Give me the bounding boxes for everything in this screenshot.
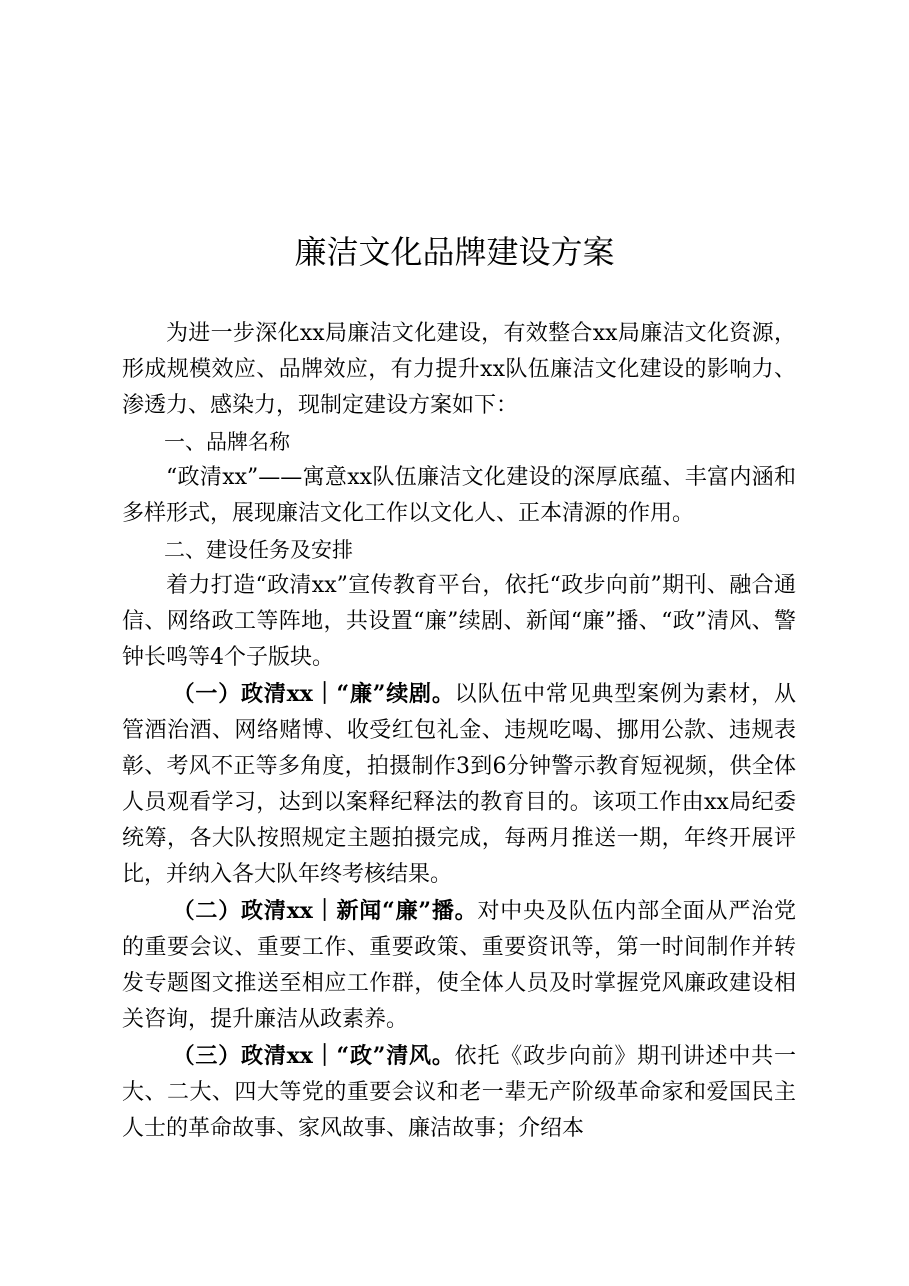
task-item-lead: （三）政清xx｜“政”清风。 [172,1043,455,1069]
task-item-text: 对中央及队伍内部全面从严治党的重要会议、重要工作、重要政策、重要资讯等，第一时间制作并转发专题图文推送至相应工作群，使全体人员及时掌握党风廉政建设相关咨询，提升廉洁从政素养。 [122,899,796,1032]
task-item-text: 以队伍中常见典型案例为素材，从管酒治酒、网络赌博、收受红包礼金、违规吃喝、挪用公款、违规表彰、考风不正等多角度，拍摄制作3到6分钟警示教育短视频，供全体人员观看学习，达到以案释纪释法的教育目的。该项工作由xx局纪委统筹，各大队按照规定主题拍摄完成，每两月推送一期，年终开展评比，并纳入各大队年终考核结果。 [122,682,796,887]
task-item-paragraph [122,1038,796,1147]
document-title: 廉洁文化品牌建设方案 [294,233,615,271]
intro-paragraph: 为进一步深化xx局廉洁文化建设，有效整合xx局廉洁文化资源，形成规模效应、品牌效应，有力提升xx队伍廉洁文化建设的影响力、渗透力、感染力，现制定建设方案如下： [122,321,796,418]
section-heading-brand-name: 一、品牌名称 [164,430,290,454]
task-item-lead: （二）政清xx｜新闻“廉”播。 [172,898,478,924]
document-body [122,316,796,1147]
tasks-intro-paragraph: 着力打造“政清xx”宣传教育平台，依托“政步向前”期刊、融合通信、网络政工等阵地，共设置“廉”续剧、新闻“廉”播、“政”清风、警钟长鸣等4个子版块。 [122,573,796,670]
section-heading-tasks: 二、建设任务及安排 [164,538,353,562]
task-item-paragraph [122,893,796,1038]
task-item-lead: （一）政清xx｜“廉”续剧。 [172,681,455,707]
task-item-paragraph [122,676,796,893]
brand-name-paragraph: “政清xx”——寓意xx队伍廉洁文化建设的深厚底蕴、丰富内涵和多样形式，展现廉洁文化工作以文化人、正本清源的作用。 [122,465,796,526]
task-item-text: 依托《政步向前》期刊讲述中共一大、二大、四大等党的重要会议和老一辈无产阶级革命家和爱国民主人士的革命故事、家风故事、廉洁故事；介绍本 [122,1044,796,1141]
